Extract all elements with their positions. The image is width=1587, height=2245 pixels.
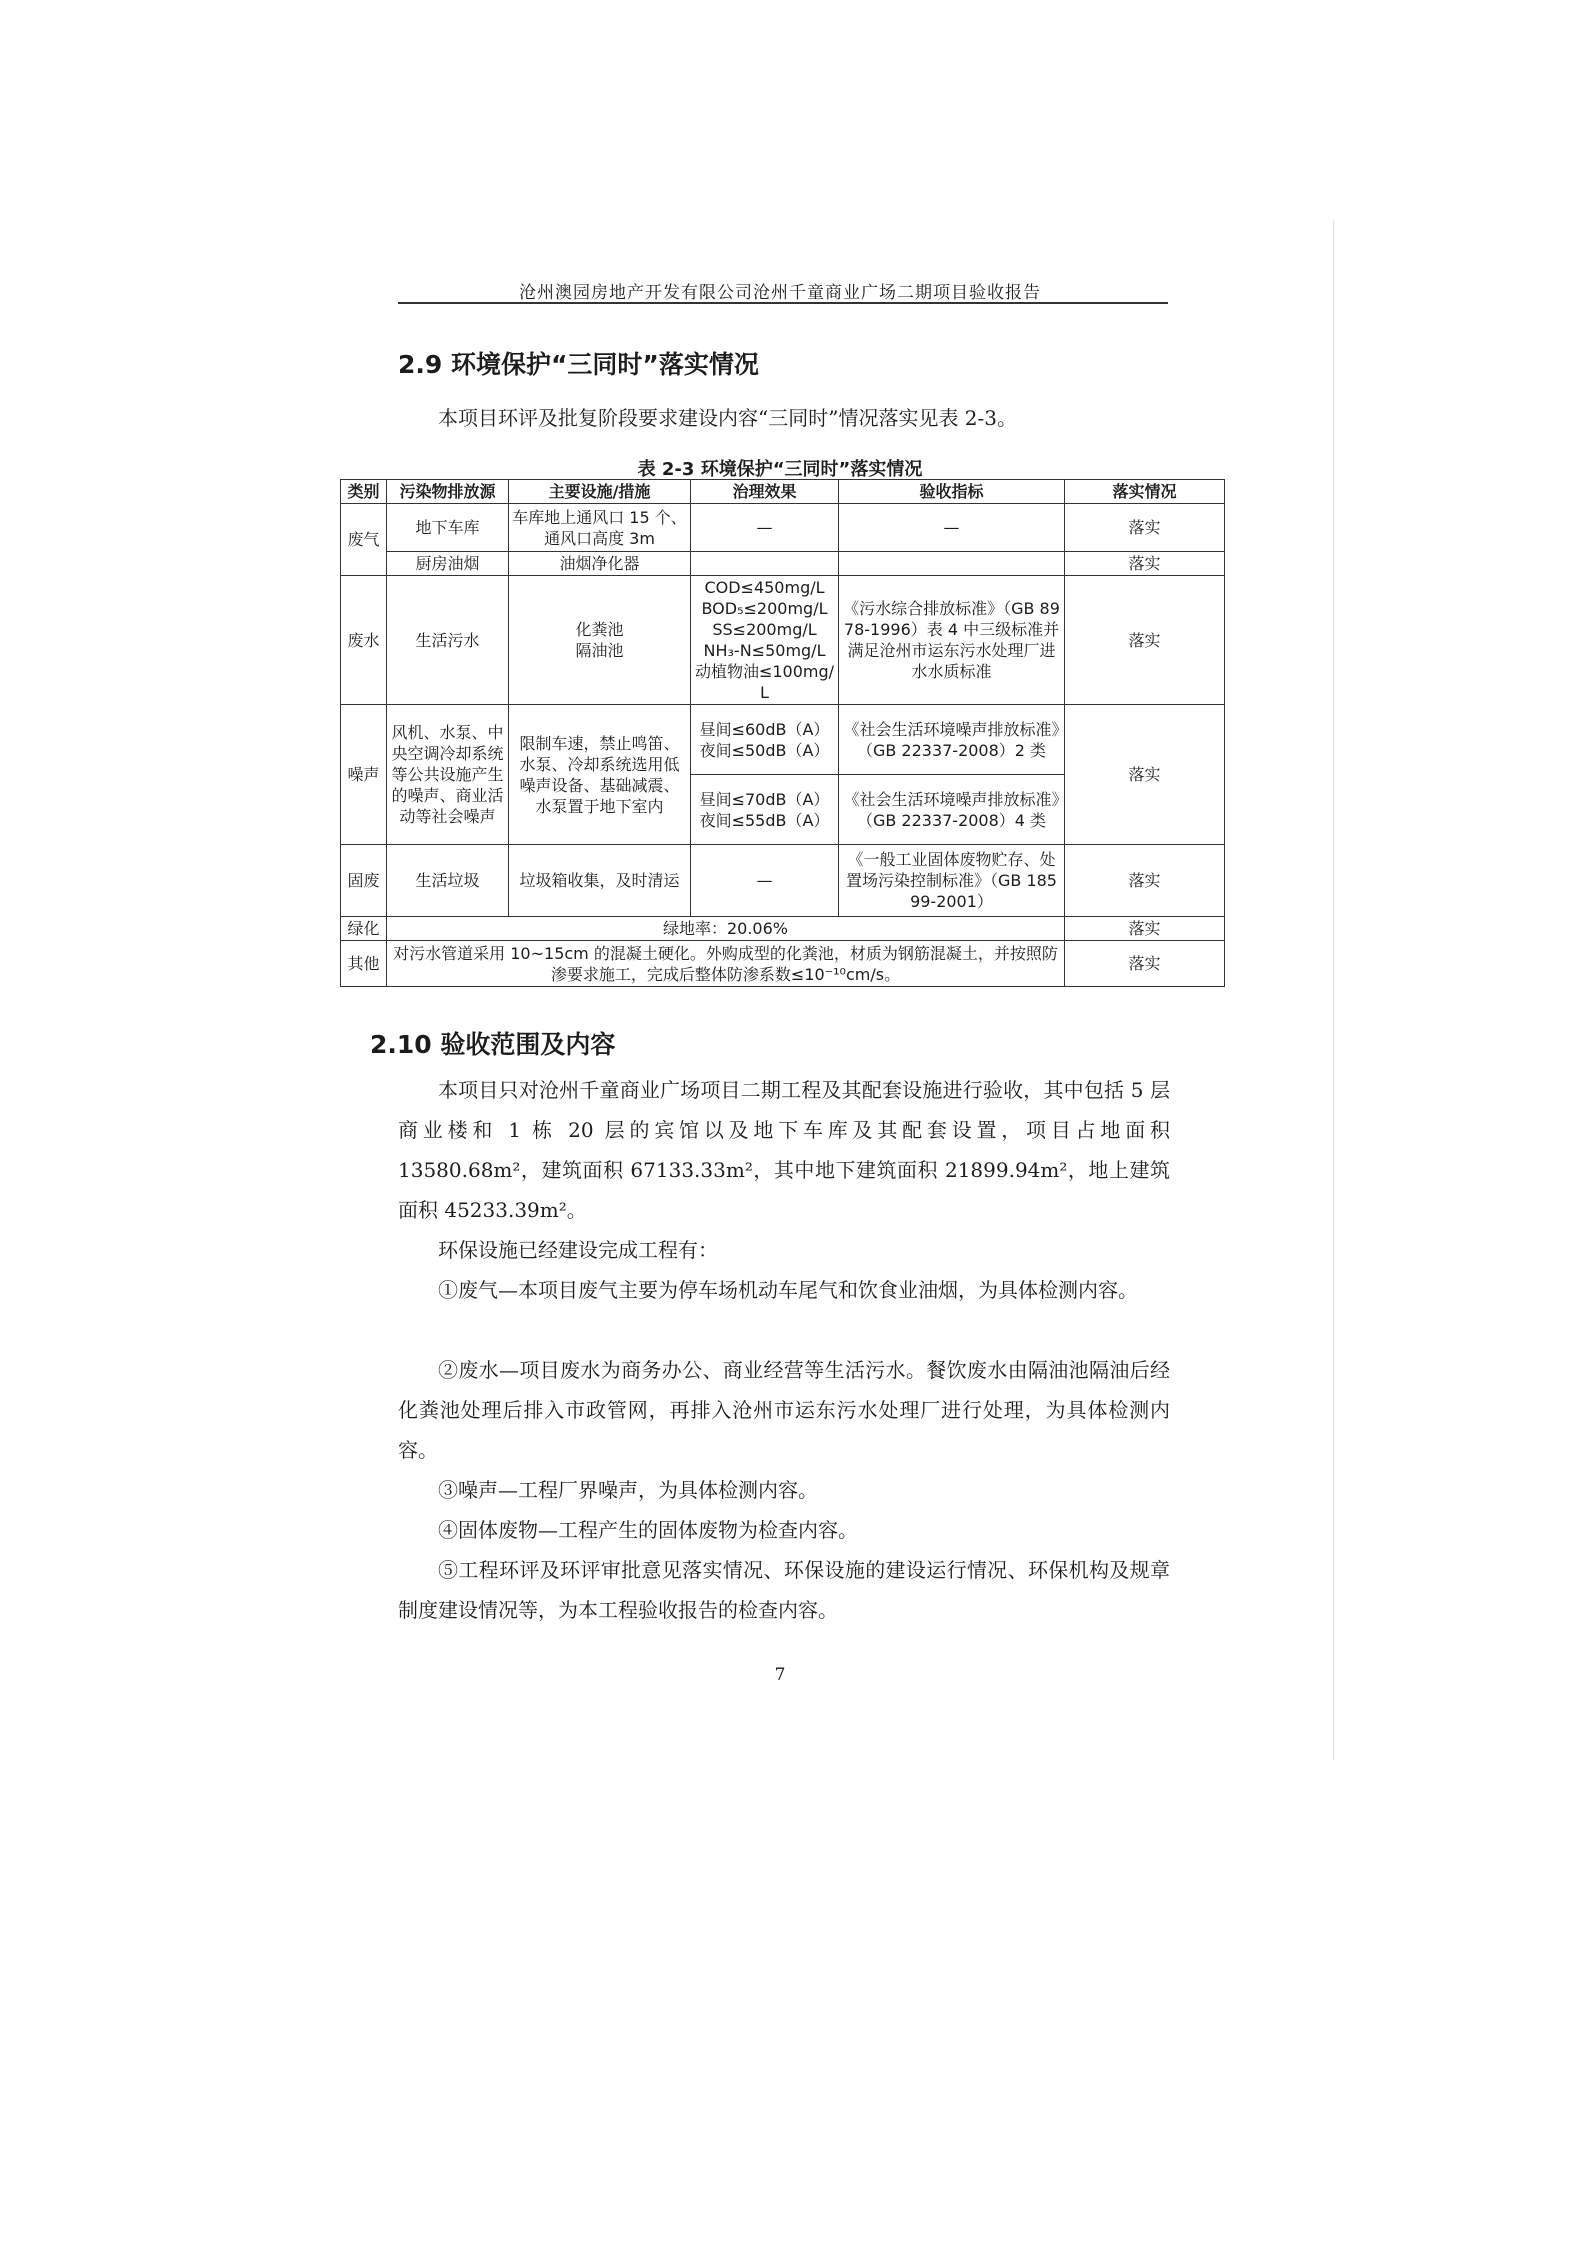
- effect-cell: [691, 705, 839, 775]
- measure-cell: 车库地上通风口 15 个、通风口高度 3m: [509, 504, 691, 552]
- effect-cell: [691, 552, 839, 576]
- section-2-9-title: 2.9 环境保护“三同时”落实情况: [398, 350, 759, 379]
- category-cell: 绿化: [341, 917, 387, 941]
- paragraph: ①废气—本项目废气主要为停车场机动车尾气和饮食业油烟，为具体检测内容。: [438, 1278, 1138, 1302]
- page-number: 7: [774, 1665, 786, 1685]
- effect-cell: [691, 775, 839, 845]
- source-cell: 生活垃圾: [387, 845, 509, 917]
- paragraph: 环保设施已经建设完成工程有：: [438, 1238, 718, 1262]
- index-cell: 《社会生活环境噪声排放标准》（GB 22337-2008）4 类: [839, 775, 1065, 845]
- index-cell: —: [839, 504, 1065, 552]
- index-cell: [839, 552, 1065, 576]
- table-row: [341, 504, 1225, 552]
- category-cell: 噪声: [341, 705, 387, 845]
- paragraph: ③噪声—工程厂界噪声，为具体检测内容。: [438, 1478, 818, 1502]
- col-header: 验收指标: [839, 480, 1065, 504]
- measure-cell: [509, 576, 691, 705]
- section-2-10-title: 2.10 验收范围及内容: [370, 1030, 616, 1059]
- source-cell: 厨房油烟: [387, 552, 509, 576]
- effect-line: BOD₅≤200mg/L: [701, 599, 828, 618]
- status-cell: 落实: [1065, 845, 1225, 917]
- category-cell: 固废: [341, 845, 387, 917]
- measure-line: 隔油池: [575, 641, 624, 660]
- status-cell: 落实: [1065, 576, 1225, 705]
- table-header-row: [341, 480, 1225, 504]
- table-row: [341, 705, 1225, 775]
- col-header: 污染物排放源: [387, 480, 509, 504]
- effect-line: SS≤200mg/L: [712, 620, 817, 639]
- page-edge-line: [1333, 220, 1334, 1760]
- table-row: [341, 917, 1225, 941]
- content-cell: 对污水管道采用 10~15cm 的混凝土硬化。外购成型的化粪池，材质为钢筋混凝土，并按照防渗要求施工，完成后整体防渗系数≤10⁻¹⁰cm/s。: [387, 941, 1065, 987]
- col-header: 治理效果: [691, 480, 839, 504]
- category-cell: 其他: [341, 941, 387, 987]
- effect-line: 昼间≤70dB（A）: [699, 789, 830, 809]
- source-cell: 风机、水泵、中央空调冷却系统等公共设施产生的噪声、商业活动等社会噪声: [387, 705, 509, 845]
- col-header: 类别: [341, 480, 387, 504]
- effect-line: 昼间≤60dB（A）: [699, 719, 830, 739]
- paragraph: ⑤工程环评及环评审批意见落实情况、环保设施的建设运行情况、环保机构及规章制度建设情况等，为本工程验收报告的检查内容。: [398, 1558, 1170, 1622]
- running-header: 沧州澳园房地产开发有限公司沧州千童商业广场二期项目验收报告: [519, 283, 1041, 303]
- index-cell: 《社会生活环境噪声排放标准》（GB 22337-2008）2 类: [839, 705, 1065, 775]
- category-cell: 废气: [341, 504, 387, 576]
- measure-cell: 油烟净化器: [509, 552, 691, 576]
- source-cell: 地下车库: [387, 504, 509, 552]
- status-cell: 落实: [1065, 917, 1225, 941]
- table-row: [341, 941, 1225, 987]
- measure-line: 化粪池: [575, 620, 624, 639]
- section-2-9-intro: 本项目环评及批复阶段要求建设内容“三同时”情况落实见表 2-3。: [438, 406, 1018, 430]
- table-caption: 表 2-3 环境保护“三同时”落实情况: [637, 459, 923, 480]
- measure-cell: 限制车速，禁止鸣笛、水泵、冷却系统选用低噪声设备、基础减震、水泵置于地下室内: [509, 705, 691, 845]
- status-cell: 落实: [1065, 941, 1225, 987]
- status-cell: 落实: [1065, 705, 1225, 845]
- table-row: [341, 552, 1225, 576]
- paragraph: 本项目只对沧州千童商业广场项目二期工程及其配套设施进行验收，其中包括 5 层商业楼和 1 栋 20 层的宾馆以及地下车库及其配套设置，项目占地面积 13580.68m²，建筑面积 67133.33m²，其中地下建筑面积 21899.94m²，地上建筑面积 45233.39m²。: [398, 1078, 1170, 1222]
- status-cell: 落实: [1065, 504, 1225, 552]
- category-cell: 废水: [341, 576, 387, 705]
- effect-line: NH₃-N≤50mg/L 动植物油≤100mg/L: [694, 641, 835, 702]
- header-rule: [398, 302, 1168, 304]
- environment-table: [340, 479, 1225, 987]
- content-cell: 绿地率：20.06%: [387, 917, 1065, 941]
- paragraph: ④固体废物—工程产生的固体废物为检查内容。: [438, 1518, 858, 1542]
- effect-cell: [691, 576, 839, 705]
- col-header: 落实情况: [1065, 480, 1225, 504]
- table-row: [341, 845, 1225, 917]
- measure-cell: 垃圾箱收集，及时清运: [509, 845, 691, 917]
- effect-cell: —: [691, 845, 839, 917]
- index-cell: 《污水综合排放标准》（GB 8978-1996）表 4 中三级标准并满足沧州市运东污水处理厂进水水质标准: [839, 576, 1065, 705]
- index-cell: 《一般工业固体废物贮存、处置场污染控制标准》（GB 18599-2001）: [839, 845, 1065, 917]
- col-header: 主要设施/措施: [509, 480, 691, 504]
- effect-cell: —: [691, 504, 839, 552]
- effect-line: COD≤450mg/L: [704, 578, 825, 597]
- paragraph: ②废水—项目废水为商务办公、商业经营等生活污水。餐饮废水由隔油池隔油后经化粪池处理后排入市政管网，再排入沧州市运东污水处理厂进行处理，为具体检测内容。: [398, 1358, 1170, 1462]
- effect-line: 夜间≤50dB（A）: [699, 740, 830, 760]
- status-cell: 落实: [1065, 552, 1225, 576]
- table-row: [341, 576, 1225, 705]
- source-cell: 生活污水: [387, 576, 509, 705]
- effect-line: 夜间≤55dB（A）: [699, 810, 830, 830]
